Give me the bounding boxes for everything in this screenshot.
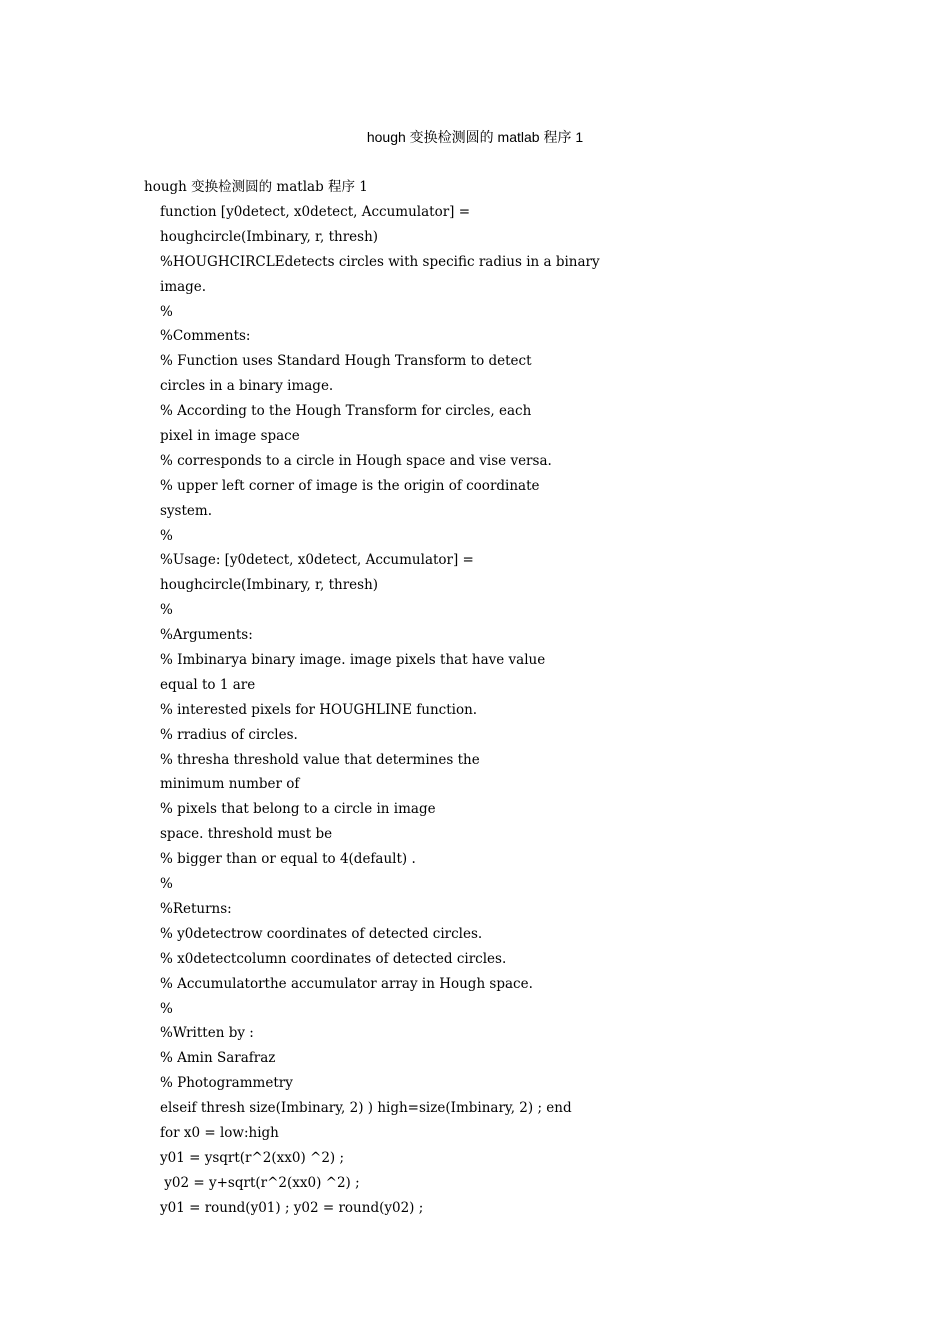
code-line: circles in a binary image. — [160, 378, 334, 395]
code-line: % rradius of circles. — [160, 726, 298, 743]
page-title: hough 变换检测圆的 matlab 程序 1 — [366, 129, 584, 145]
code-line: for x0 = low:high — [160, 1124, 279, 1141]
code-line: % pixels that belong to a circle in image — [160, 801, 436, 818]
code-line: % Accumulatorthe accumulator array in Hough space. — [160, 975, 533, 992]
code-line: elseif thresh size(Imbinary, 2) ) high=size(Imbinary, 2) ; end — [160, 1100, 572, 1117]
code-listing — [160, 202, 600, 1223]
code-line: y02 = y+sqrt(r^2(xx0) ^2) ; — [160, 1174, 360, 1191]
code-line: houghcircle(Imbinary, r, thresh) — [160, 228, 379, 245]
code-line: % — [160, 602, 173, 619]
code-line: % y0detectrow coordinates of detected circles. — [160, 925, 483, 942]
code-line: %Written by : — [160, 1025, 254, 1042]
code-line: image. — [160, 278, 207, 295]
code-line: % — [160, 303, 173, 320]
document-heading: hough 变换检测圆的 matlab 程序 1 — [144, 179, 368, 195]
code-line: %Returns: — [160, 900, 232, 917]
code-line: houghcircle(Imbinary, r, thresh) — [160, 577, 379, 594]
code-line: % Imbinarya binary image. image pixels that have value — [160, 652, 546, 669]
code-line: function [y0detect, x0detect, Accumulator] = — [160, 204, 471, 220]
code-line: %Arguments: — [160, 627, 253, 644]
code-line: % Amin Sarafraz — [160, 1050, 276, 1067]
code-line: % bigger than or equal to 4(default) . — [160, 851, 416, 868]
code-line: space. threshold must be — [160, 826, 333, 843]
code-line: % — [160, 527, 173, 544]
code-line: %Comments: — [160, 328, 251, 345]
code-line: % — [160, 1000, 173, 1017]
code-line: % interested pixels for HOUGHLINE function. — [160, 701, 478, 718]
code-line: equal to 1 are — [160, 676, 256, 693]
code-line: % — [160, 876, 173, 893]
code-line: % Photogrammetry — [160, 1075, 293, 1092]
code-line: % x0detectcolumn coordinates of detected circles. — [160, 950, 507, 967]
code-line: y01 = round(y01) ; y02 = round(y02) ; — [160, 1199, 424, 1216]
code-line: % Function uses Standard Hough Transform to detect — [160, 353, 532, 370]
code-line: y01 = ysqrt(r^2(xx0) ^2) ; — [160, 1149, 345, 1166]
code-line: % corresponds to a circle in Hough space and vise versa. — [160, 452, 552, 469]
code-line: %HOUGHCIRCLEdetects circles with specific radius in a binary — [160, 253, 600, 270]
code-line: %Usage: [y0detect, x0detect, Accumulator] = — [160, 552, 474, 569]
code-line: % thresha threshold value that determines the — [160, 751, 480, 768]
code-line: system. — [160, 502, 212, 519]
code-line: % upper left corner of image is the origin of coordinate — [160, 477, 540, 494]
code-line: % According to the Hough Transform for circles, each — [160, 403, 532, 420]
code-line: minimum number of — [160, 776, 300, 793]
code-line: pixel in image space — [160, 428, 300, 445]
